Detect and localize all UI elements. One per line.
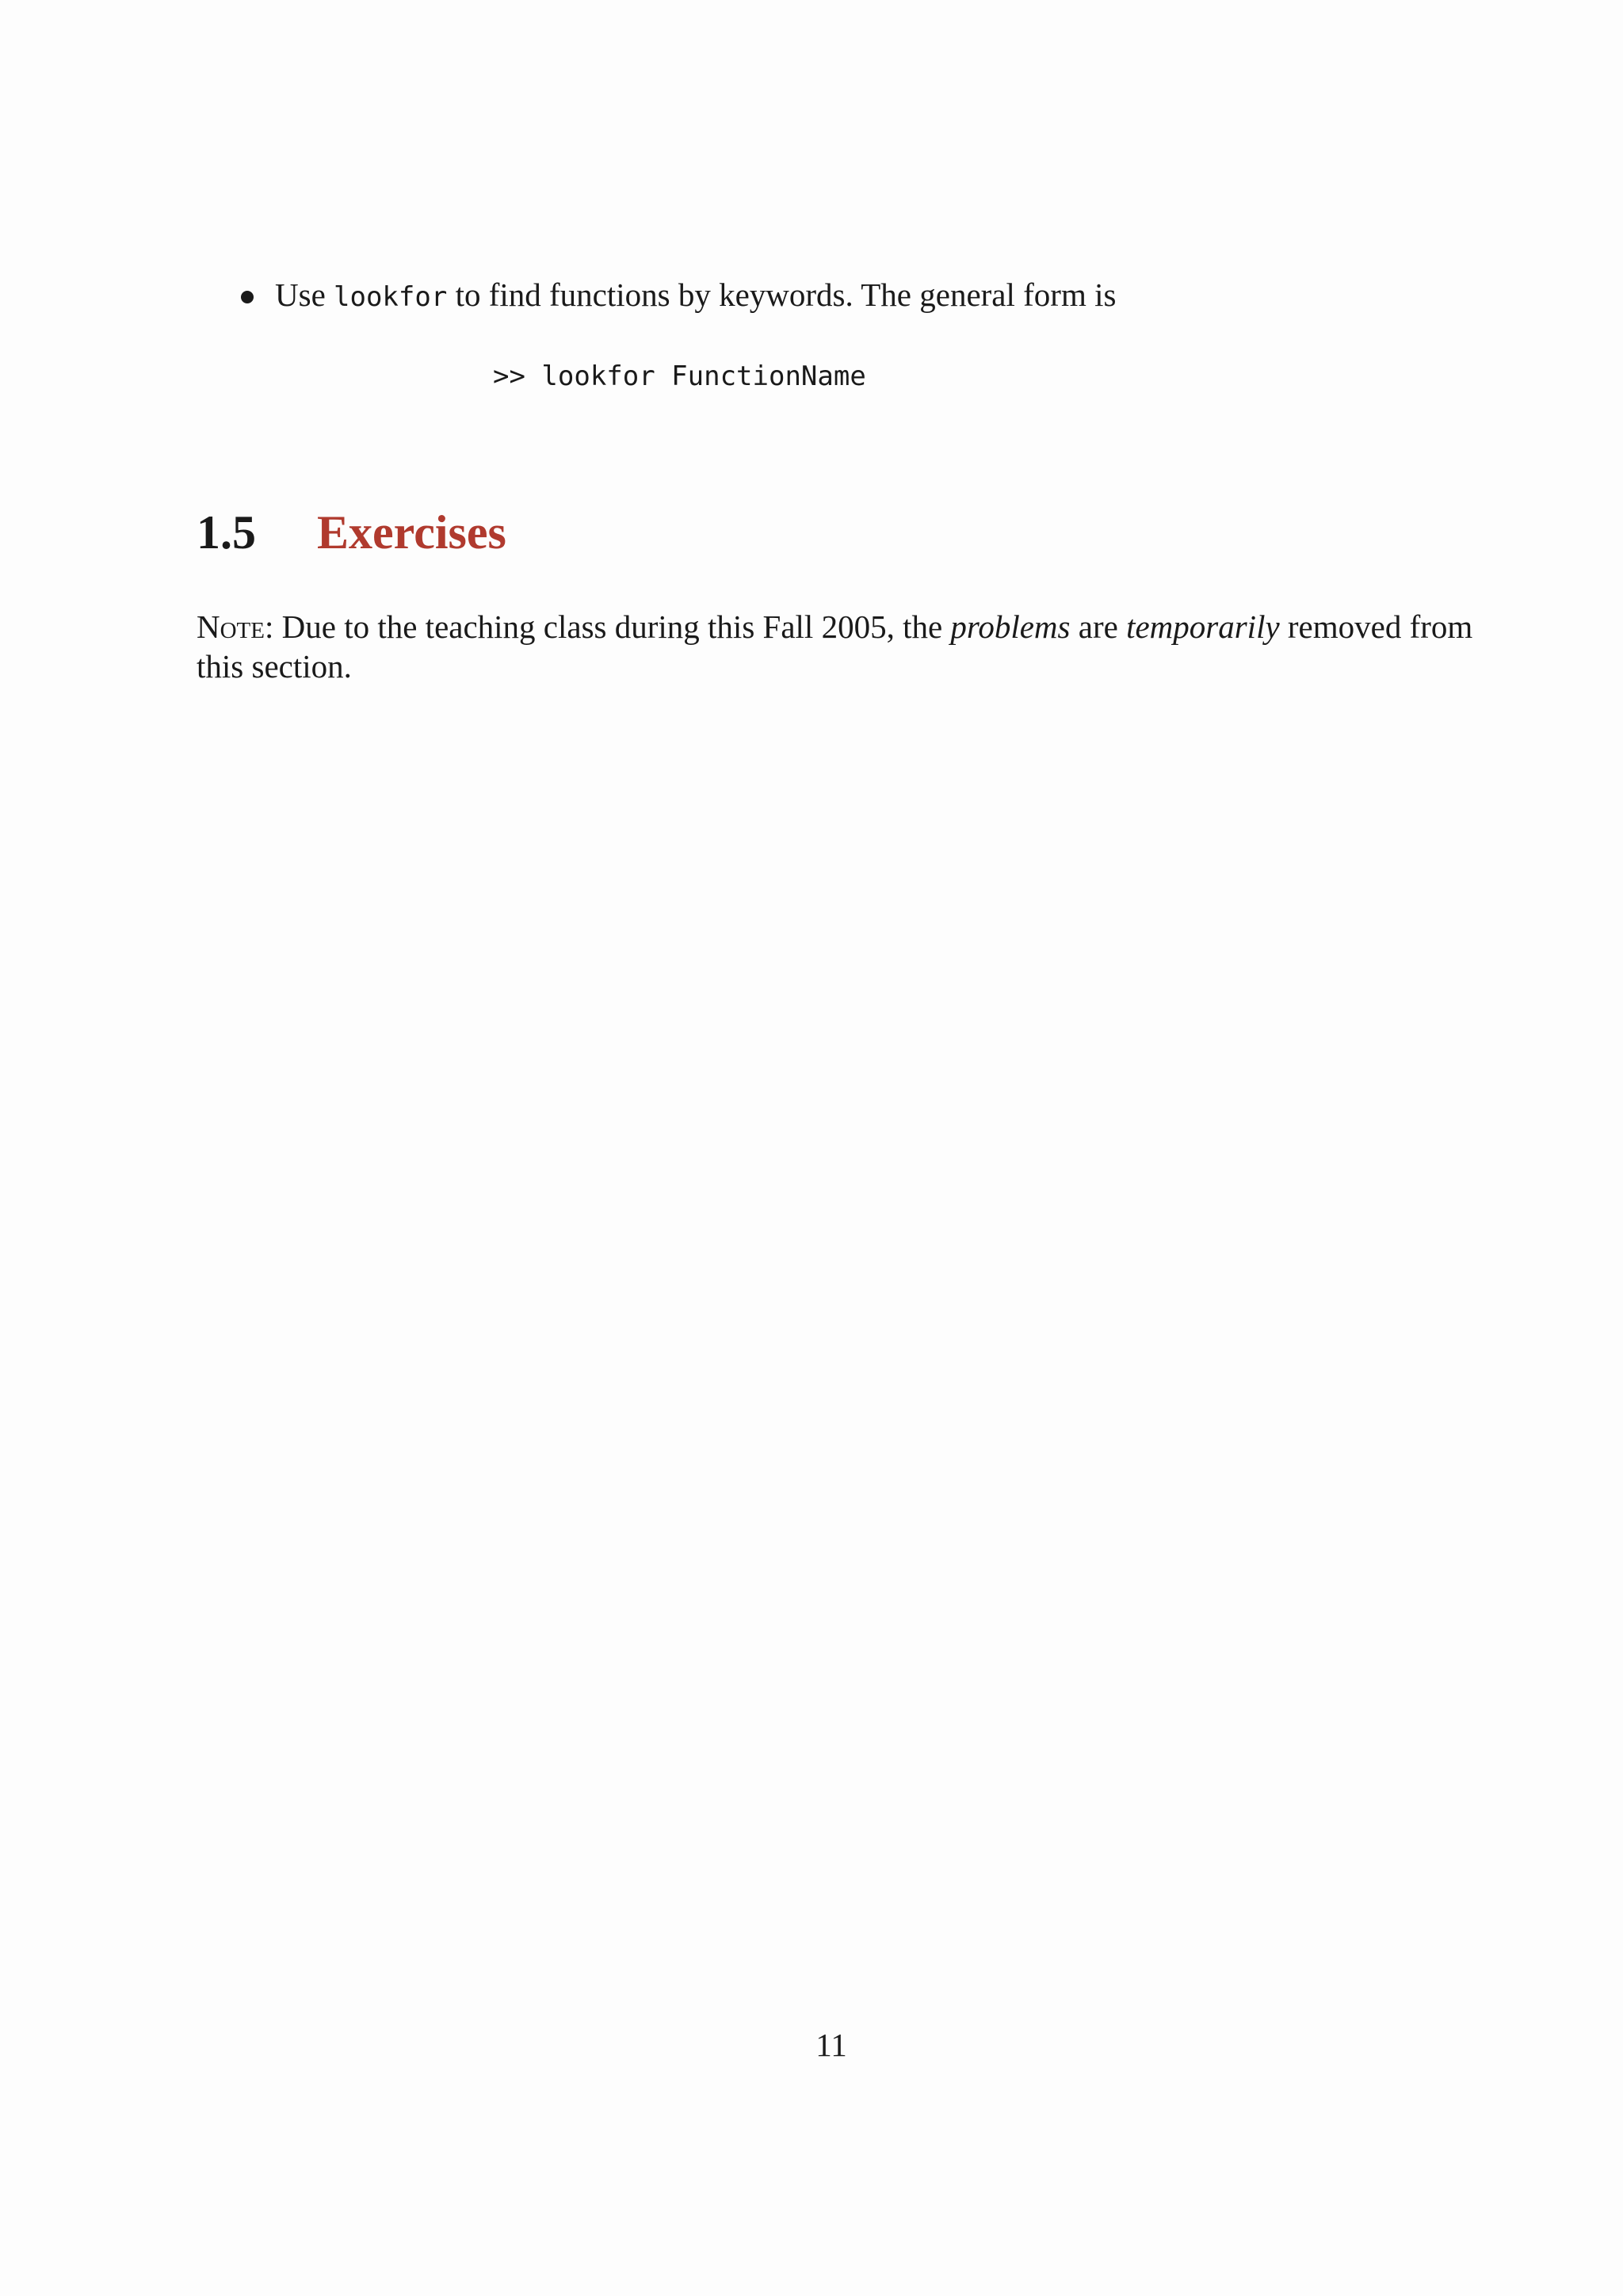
- note-text-1: Due to the teaching class during this Fall 2005, the: [273, 608, 951, 645]
- note-label: Note: [197, 608, 265, 645]
- note-emphasis-temporarily: temporarily: [1126, 608, 1280, 645]
- code-example: >> lookfor FunctionName: [493, 360, 866, 392]
- section-number: 1.5: [197, 506, 256, 559]
- note-paragraph: [197, 607, 1480, 686]
- bullet-dot-icon: [241, 291, 254, 303]
- note-colon: :: [264, 608, 274, 645]
- note-text-3: removed from this section.: [197, 608, 1473, 685]
- bullet-item: [242, 274, 1116, 318]
- note-emphasis-problems: problems: [950, 608, 1071, 645]
- inline-code-lookfor: lookfor: [334, 281, 448, 313]
- note-text-2: are: [1070, 608, 1127, 645]
- section-heading: [197, 504, 506, 561]
- section-title: Exercises: [317, 506, 506, 559]
- bullet-suffix: to find functions by keywords. The general form is: [447, 277, 1117, 313]
- bullet-prefix: Use: [275, 277, 334, 313]
- page-number: 11: [815, 2027, 847, 2063]
- bullet-text: [275, 277, 1116, 313]
